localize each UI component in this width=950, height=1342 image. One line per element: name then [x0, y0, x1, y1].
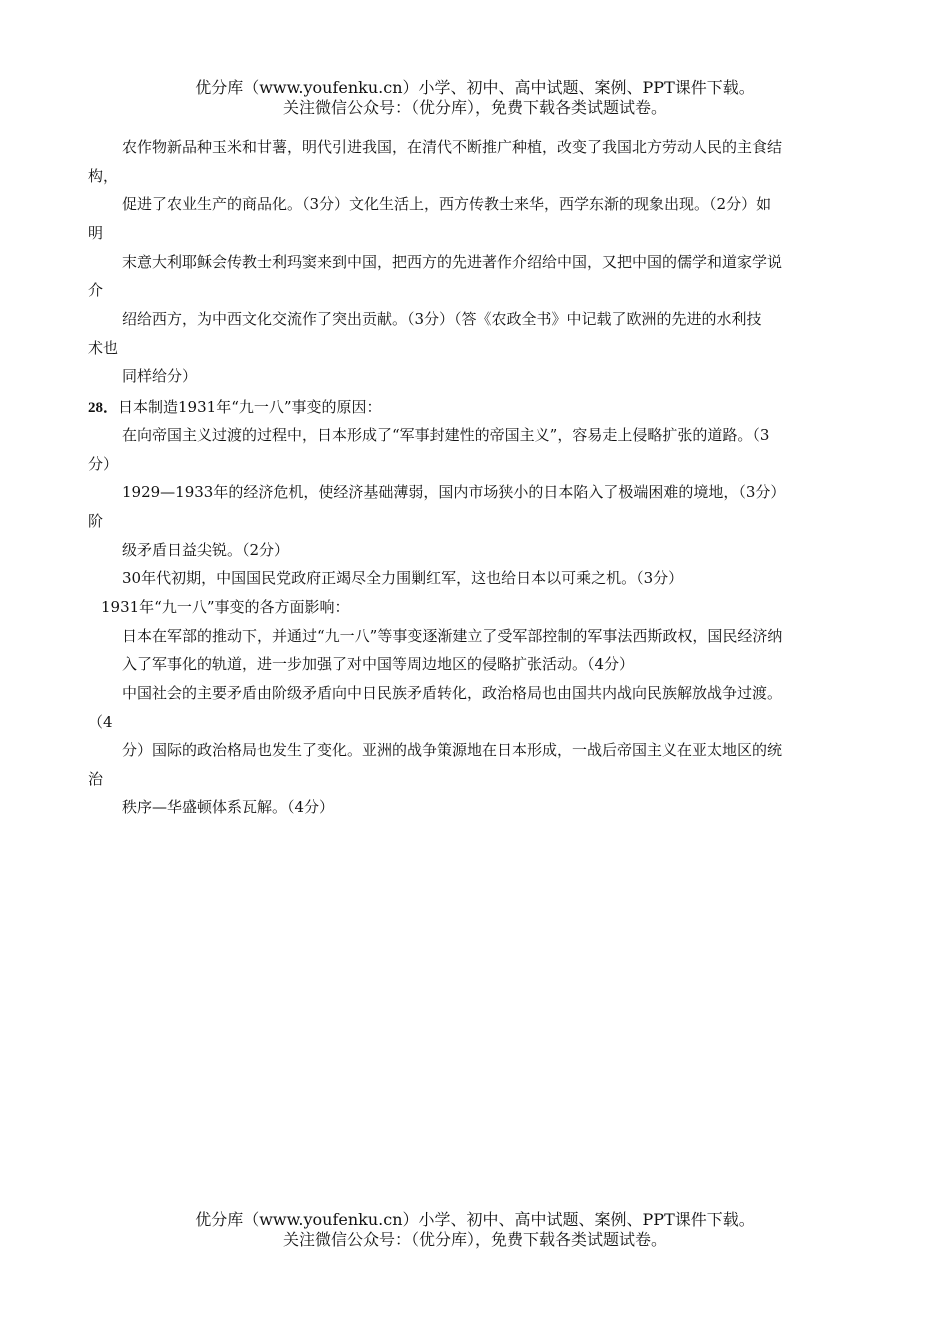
paragraph-line: 末意大利耶稣会传教士利玛窦来到中国，把西方的先进著作介绍给中国，又把中国的儒学和道家学说: [122, 253, 783, 271]
paragraph-line: 促进了农业生产的商品化。（3分）文化生活上，西方传教士来华，西学东渐的现象出现。（2分）如: [122, 195, 772, 213]
paragraph-line: 构，: [88, 167, 119, 185]
paragraph-line: 分）国际的政治格局也发生了变化。亚洲的战争策源地在日本形成，一战后帝国主义在亚太地区的统: [122, 741, 783, 759]
header-line-1: 优分库（www.youfenku.cn）小学、初中、高中试题、案例、PPT课件下载。: [195, 78, 755, 97]
paragraph-line: 在向帝国主义过渡的过程中，日本形成了“军事封建性的帝国主义”，容易走上侵略扩张的道路。（3: [122, 426, 770, 444]
question-title: 日本制造1931年“九一八”事变的原因：: [118, 398, 382, 416]
paragraph-line: 日本在军部的推动下，并通过“九一八”等事变逐渐建立了受军部控制的军事法西斯政权，国民经济纳: [122, 627, 783, 645]
footer-line-2: 关注微信公众号：（优分库），免费下载各类试题试卷。: [282, 1230, 667, 1249]
paragraph-line: 同样给分）: [122, 367, 198, 385]
paragraph-line: 农作物新品种玉米和甘薯，明代引进我国，在清代不断推广种植，改变了我国北方劳动人民的主食结: [122, 138, 783, 156]
paragraph-line: 阶: [88, 512, 104, 530]
paragraph-line: 治: [88, 770, 104, 788]
question-28-heading: [88, 397, 382, 418]
paragraph-line: 1929—1933年的经济危机，使经济基础薄弱，国内市场狭小的日本陷入了极端困难的境地，（3分）: [122, 483, 786, 501]
paragraph-line: 入了军事化的轨道，进一步加强了对中国等周边地区的侵略扩张活动。（4分）: [122, 655, 635, 673]
page-header: [0, 78, 950, 118]
footer-line-1: 优分库（www.youfenku.cn）小学、初中、高中试题、案例、PPT课件下载。: [195, 1210, 755, 1229]
header-line-2: 关注微信公众号：（优分库），免费下载各类试题试卷。: [282, 98, 667, 117]
paragraph-line: 30年代初期，中国国民党政府正竭尽全力围剿红军，这也给日本以可乘之机。（3分）: [122, 569, 684, 587]
paragraph-line: 介: [88, 281, 104, 299]
paragraph-line: （4: [88, 713, 113, 731]
paragraph-line: 中国社会的主要矛盾由阶级矛盾向中日民族矛盾转化，政治格局也由国共内战向民族解放战争过渡。: [122, 684, 783, 702]
paragraph-line: 秩序—华盛顿体系瓦解。（4分）: [122, 798, 335, 816]
paragraph-line: 分）: [88, 455, 119, 473]
question-number: 28．: [88, 400, 119, 416]
paragraph-line: 绍给西方，为中西文化交流作了突出贡献。（3分）（答《农政全书》中记载了欧洲的先进的水利技: [122, 310, 762, 328]
impact-heading: 1931年“九一八”事变的各方面影响：: [101, 598, 350, 616]
paragraph-line: 术也: [88, 339, 119, 357]
paragraph-line: 级矛盾日益尖锐。（2分）: [122, 541, 290, 559]
page-footer: [0, 1210, 950, 1250]
paragraph-line: 明: [88, 224, 104, 242]
